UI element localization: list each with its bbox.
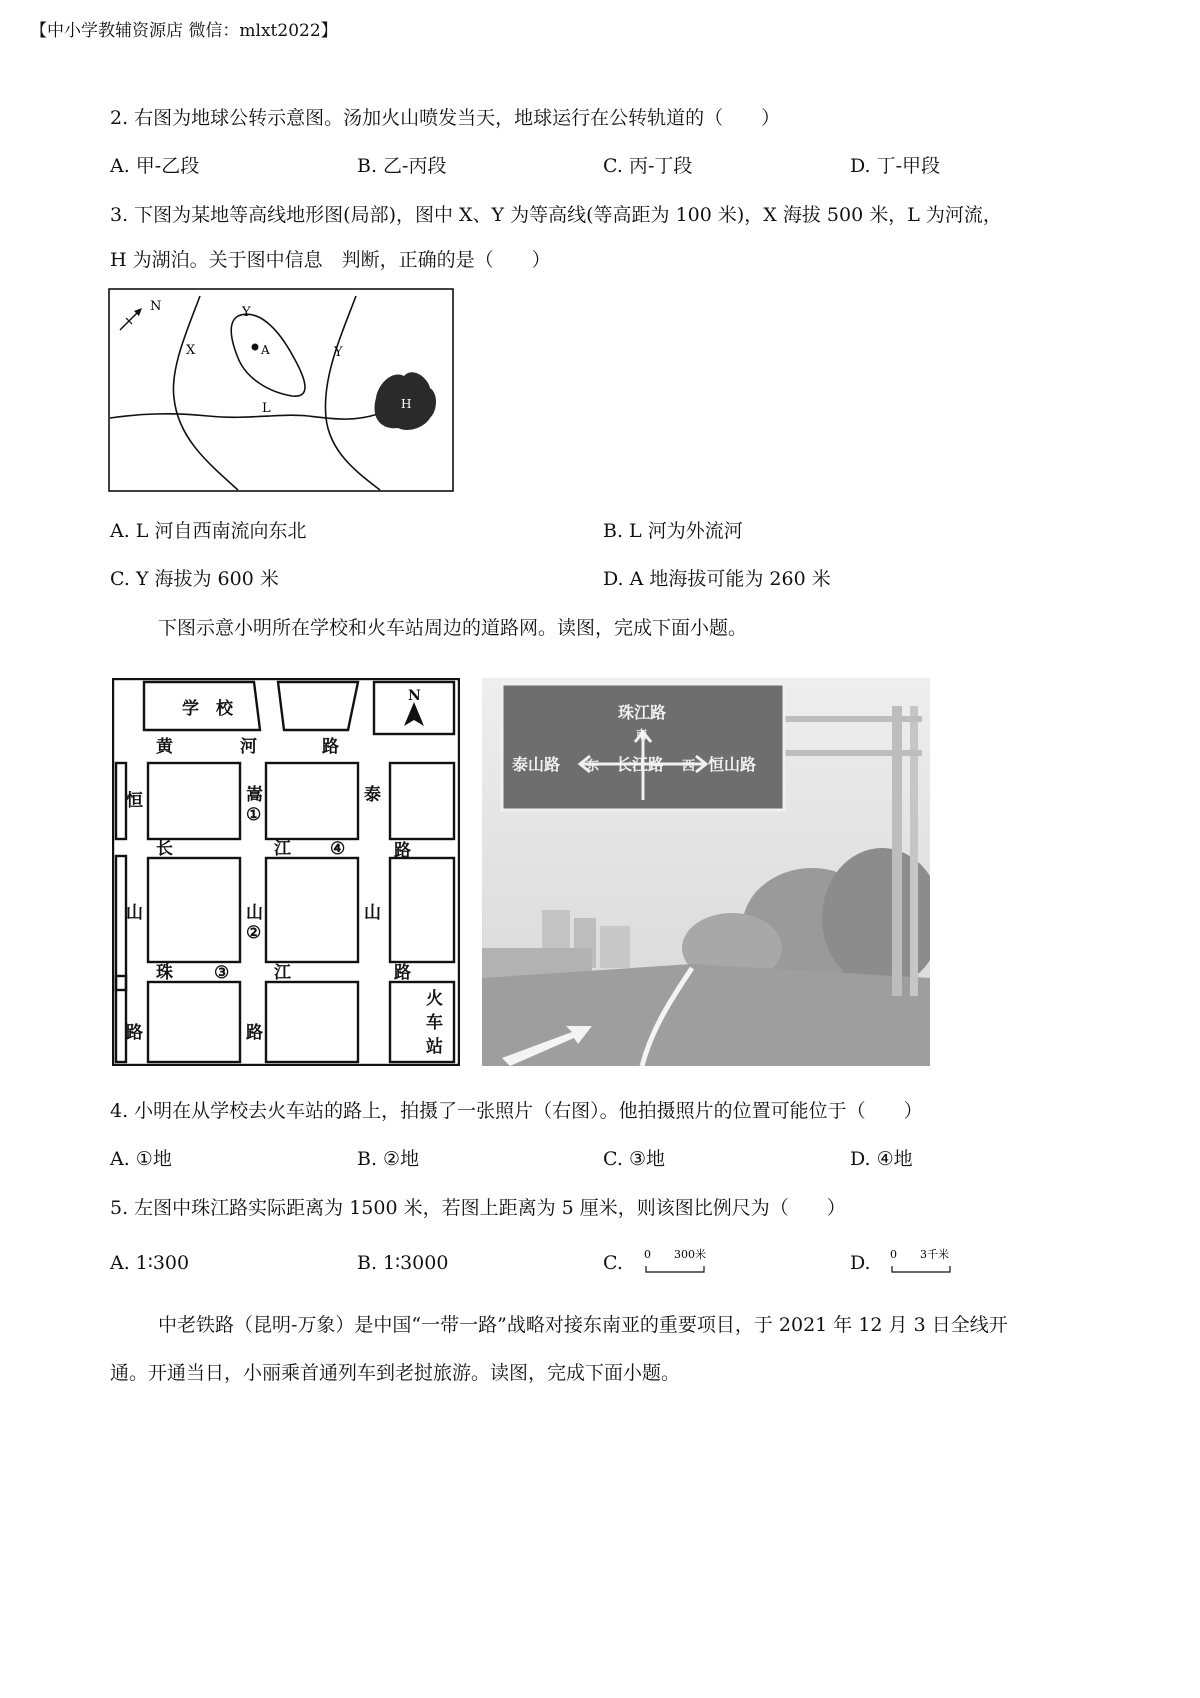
tai-char-3: 路: [394, 841, 411, 861]
station-char-3: 站: [426, 1037, 443, 1057]
north-label: N: [150, 299, 162, 314]
question-5-stem: 5. 左图中珠江路实际距离为 1500 米，若图上距离为 5 厘米，则该图比例尺为（ ）: [110, 1197, 846, 1219]
heng-char-2: 山: [126, 903, 143, 923]
contour-x-label: X: [186, 343, 196, 358]
road-intro: 下图示意小明所在学校和火车站周边的道路网。读图，完成下面小题。: [158, 617, 748, 639]
huanghe-char-1: 黄: [156, 737, 173, 757]
header-text: 【中小学教辅资源店 微信：mlxt2022】: [30, 21, 338, 41]
point-a-dot: [252, 344, 259, 351]
q3-option-c: C. Y 海拔为 600 米: [110, 568, 279, 590]
q4-option-a: A. ①地: [110, 1148, 172, 1170]
q2-option-d: D. 丁-甲段: [850, 155, 941, 177]
road-map: [112, 678, 460, 1066]
lake-h-label: H: [401, 397, 412, 411]
heng-char-3: 路: [126, 1023, 143, 1043]
scale-d-value: 3千米: [920, 1248, 949, 1261]
tai-char-2: 山: [364, 903, 381, 923]
huanghe-char-3: 路: [322, 737, 339, 757]
q5-option-d: D.: [850, 1252, 871, 1274]
zhujiang-char-2: 江: [274, 963, 291, 983]
q5-option-a: A. 1∶300: [110, 1252, 190, 1274]
question-3-stem-line2: H 为湖泊。关于图中信息 判断，正确的是（ ）: [110, 249, 551, 271]
zhujiang-char-1: 珠: [156, 963, 173, 983]
north-label: N: [408, 688, 421, 704]
song-char-1: 嵩: [246, 785, 263, 805]
huanghe-char-2: 河: [240, 737, 257, 757]
q5-option-b: B. 1∶3000: [357, 1252, 449, 1274]
q2-option-a: A. 甲-乙段: [110, 155, 200, 177]
contour-y-right-label: Y: [334, 345, 343, 360]
marker-3: ③: [214, 963, 230, 983]
rail-intro-line1: 中老铁路（昆明-万象）是中国“一带一路”战略对接东南亚的重要项目，于 2021 年 12 月 3 日全线开: [158, 1314, 1008, 1336]
q3-option-a: A. L 河自西南流向东北: [110, 520, 307, 542]
q4-option-d: D. ④地: [850, 1148, 913, 1170]
changjiang-char-2: 江: [274, 839, 291, 859]
q2-option-c: C. 丙-丁段: [603, 155, 693, 177]
q3-option-d: D. A 地海拔可能为 260 米: [603, 568, 831, 590]
heng-char-1: 恒: [126, 791, 143, 811]
sign-top-road: 珠江路: [618, 703, 667, 722]
sign-right-direction: 西: [682, 759, 696, 774]
sign-left-direction: 东: [586, 759, 600, 774]
q2-option-b: B. 乙-丙段: [357, 155, 447, 177]
question-3-stem-line1: 3. 下图为某地等高线地形图(局部)，图中 X、Y 为等高线(等高距为 100 米)，X 海拔 500 米，L 为河流，: [110, 204, 1002, 226]
scale-c-value: 300米: [674, 1248, 706, 1261]
river-l-label: L: [262, 401, 271, 416]
point-a-label: A: [261, 343, 270, 357]
zhujiang-char-3: 路: [394, 963, 411, 983]
sign-center-road: 长江路: [616, 755, 665, 774]
scale-d-zero: 0: [890, 1248, 897, 1261]
contour-y-top-label: Y: [242, 305, 251, 320]
road-photo: [482, 678, 930, 1066]
question-4-stem: 4. 小明在从学校去火车站的路上，拍摄了一张照片（右图）。他拍摄照片的位置可能位于（ ）: [110, 1100, 923, 1122]
school-label: 学 校: [182, 699, 233, 719]
song-char-3: 路: [246, 1023, 263, 1043]
tai-char-1: 泰: [364, 785, 381, 805]
rail-intro-line2: 通。开通当日，小丽乘首通列车到老挝旅游。读图，完成下面小题。: [110, 1362, 681, 1384]
q4-option-c: C. ③地: [603, 1148, 665, 1170]
scale-c-zero: 0: [644, 1248, 651, 1261]
q4-option-b: B. ②地: [357, 1148, 420, 1170]
marker-4: ④: [330, 839, 346, 859]
q3-option-b: B. L 河为外流河: [603, 520, 743, 542]
q5-option-c: C.: [603, 1252, 623, 1274]
sign-right-road: 恒山路: [708, 755, 757, 774]
marker-2: ②: [246, 923, 262, 943]
song-char-2: 山: [246, 903, 263, 923]
marker-1: ①: [246, 805, 262, 825]
scale-bar-c: [634, 1246, 724, 1276]
changjiang-char-1: 长: [156, 839, 173, 859]
road-photo-scene: [482, 678, 930, 1066]
sign-left-road: 泰山路: [512, 755, 561, 774]
question-2-stem: 2. 右图为地球公转示意图。汤加火山喷发当天，地球运行在公转轨道的（ ）: [110, 107, 781, 129]
scale-bar-d: [880, 1246, 970, 1276]
sign-top-direction: 南: [636, 728, 647, 741]
contour-map: [108, 288, 454, 492]
station-char-2: 车: [426, 1013, 443, 1033]
station-char-1: 火: [426, 989, 443, 1009]
